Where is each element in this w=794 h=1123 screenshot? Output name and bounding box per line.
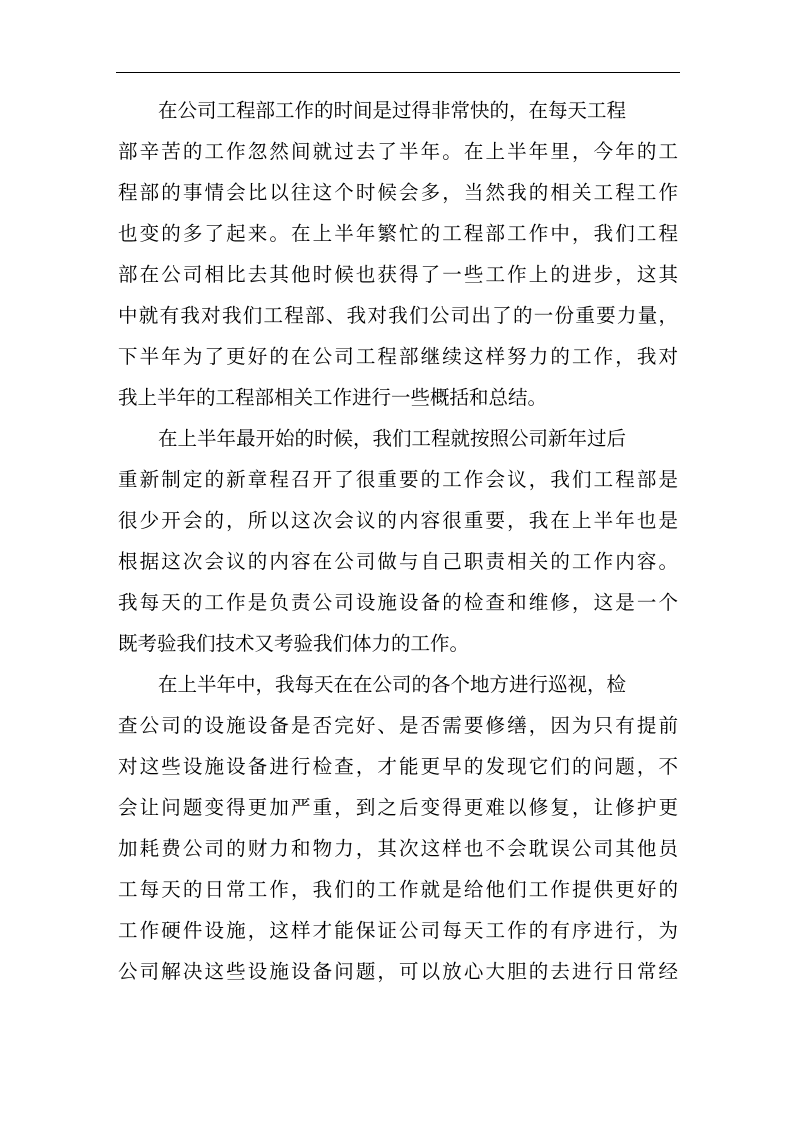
text-line: 部辛苦的工作忽然间就过去了半年。在上半年里，今年的工 — [118, 140, 678, 163]
paragraph-2 — [118, 418, 678, 664]
text-line: 部在公司相比去其他时候也获得了一些工作上的进步，这其 — [118, 263, 678, 286]
text-line: 程部的事情会比以往这个时候会多，当然我的相关工程工作 — [118, 181, 678, 204]
document-body — [118, 90, 678, 992]
paragraph-3 — [118, 664, 678, 992]
text-line: 重新制定的新章程召开了很重要的工作会议，我们工程部是 — [118, 468, 678, 491]
text-line: 在上半年中，我每天在在公司的各个地方进行巡视，检 — [158, 673, 627, 696]
text-line: 下半年为了更好的在公司工程部继续这样努力的工作，我对 — [118, 345, 678, 368]
text-line: 根据这次会议的内容在公司做与自己职责相关的工作内容。 — [118, 550, 678, 573]
text-line: 我每天的工作是负责公司设施设备的检查和维修，这是一个 — [118, 591, 678, 614]
text-line: 我上半年的工程部相关工作进行一些概括和总结。 — [118, 386, 548, 409]
text-line: 查公司的设施设备是否完好、是否需要修缮，因为只有提前 — [118, 714, 678, 737]
text-line: 加耗费公司的财力和物力，其次这样也不会耽误公司其他员 — [118, 837, 678, 860]
text-line: 既考验我们技术又考验我们体力的工作。 — [118, 632, 470, 655]
text-line: 对这些设施设备进行检查，才能更早的发现它们的问题，不 — [118, 755, 678, 778]
text-line: 公司解决这些设施设备问题，可以放心大胆的去进行日常经 — [118, 960, 678, 983]
text-line: 在上半年最开始的时候，我们工程就按照公司新年过后 — [158, 427, 627, 450]
text-line: 会让问题变得更加严重，到之后变得更难以修复，让修护更 — [118, 796, 678, 819]
text-line: 也变的多了起来。在上半年繁忙的工程部工作中，我们工程 — [118, 222, 678, 245]
text-line: 中就有我对我们工程部、我对我们公司出了的一份重要力量， — [118, 304, 678, 327]
text-line: 工每天的日常工作，我们的工作就是给他们工作提供更好的 — [118, 878, 678, 901]
header-rule — [116, 72, 680, 73]
text-line: 工作硬件设施，这样才能保证公司每天工作的有序进行，为 — [118, 919, 678, 942]
paragraph-1 — [118, 90, 678, 418]
text-line: 很少开会的，所以这次会议的内容很重要，我在上半年也是 — [118, 509, 678, 532]
text-line: 在公司工程部工作的时间是过得非常快的，在每天工程 — [158, 99, 627, 122]
